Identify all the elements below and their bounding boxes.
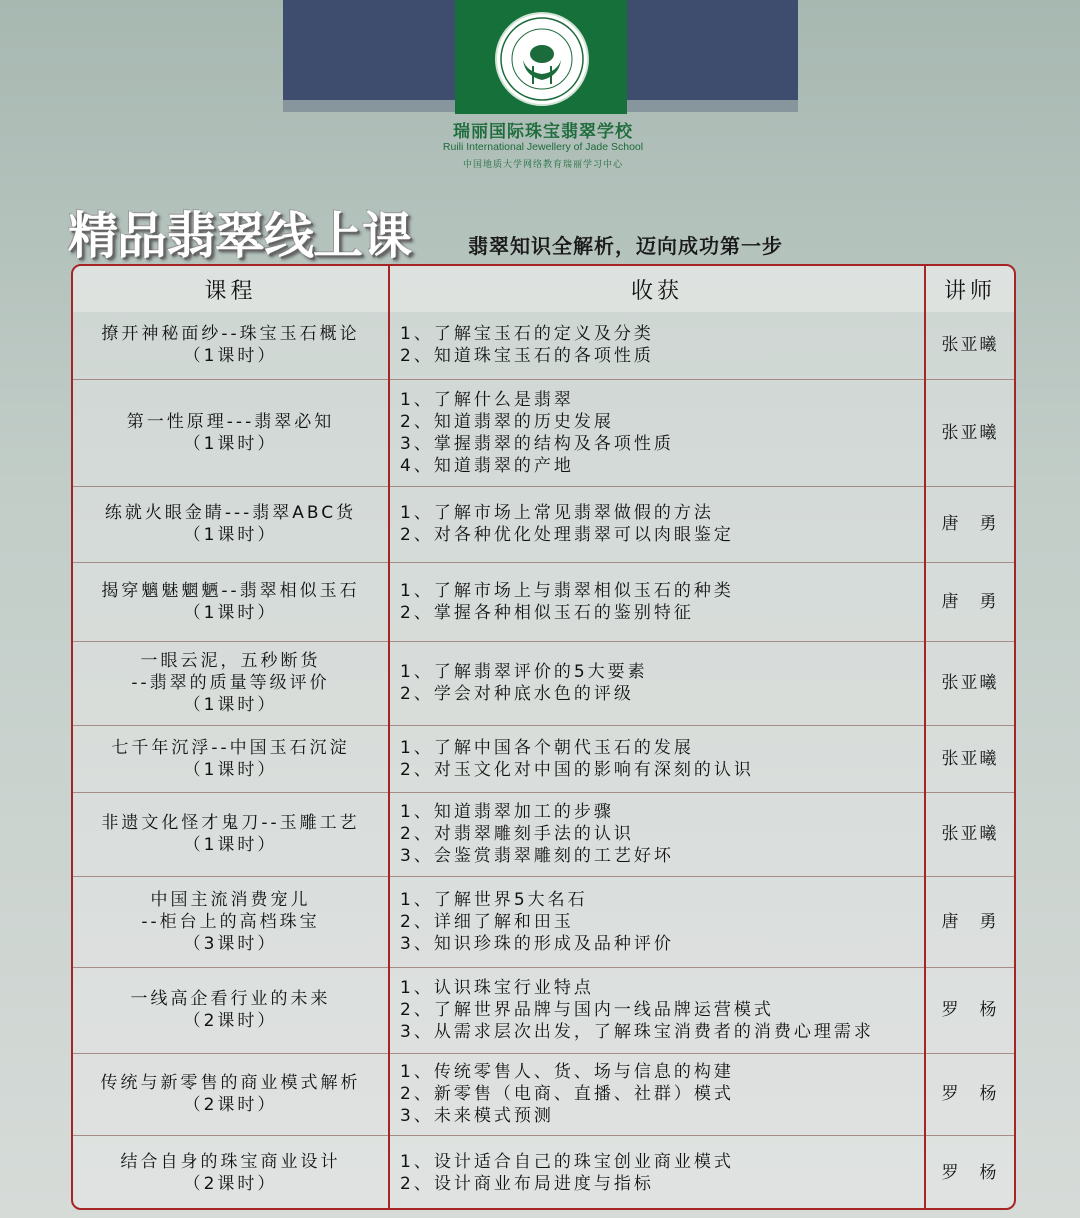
- header-band-left: [283, 0, 455, 100]
- gain-item: 3、从需求层次出发，了解珠宝消费者的消费心理需求: [400, 1022, 874, 1042]
- course-line: （1课时）: [183, 602, 278, 623]
- course-line: 非遗文化怪才鬼刀--玉雕工艺: [101, 813, 360, 833]
- course-cell: [73, 641, 389, 725]
- gain-item: 2、详细了解和田玉: [400, 911, 574, 932]
- course-line: （2课时）: [183, 1095, 278, 1115]
- course-line: （1课时）: [183, 695, 278, 715]
- table-row: [73, 1053, 1014, 1135]
- course-cell: [73, 725, 389, 792]
- table-row: [73, 312, 1014, 379]
- gain-item: 1、知道翡翠加工的步骤: [400, 802, 614, 822]
- gain-item: 2、新零售（电商、直播、社群）模式: [400, 1084, 734, 1104]
- gain-item: 2、知道珠宝玉石的各项性质: [400, 346, 654, 367]
- table-row: [73, 725, 1014, 792]
- gain-item: 3、会鉴赏翡翠雕刻的工艺好坏: [400, 846, 674, 866]
- gain-cell: [389, 1135, 925, 1210]
- gain-cell: [389, 312, 925, 379]
- course-cell: [73, 486, 389, 562]
- gain-item: 2、设计商业布局进度与指标: [400, 1174, 654, 1195]
- header-band-right: [626, 0, 798, 100]
- gain-cell: [389, 876, 925, 967]
- course-line: 第一性原理---翡翠必知: [126, 411, 335, 432]
- header-teacher: 讲师: [925, 266, 1014, 312]
- course-cell: [73, 876, 389, 967]
- gain-item: 1、了解翡翠评价的5大要素: [400, 662, 648, 682]
- teacher-cell: 罗 杨: [925, 1135, 1014, 1210]
- gain-cell: [389, 1053, 925, 1135]
- gain-item: 1、了解中国各个朝代玉石的发展: [400, 737, 694, 758]
- table-row: [73, 967, 1014, 1053]
- course-cell: [73, 1135, 389, 1210]
- gain-item: 3、掌握翡翠的结构及各项性质: [400, 433, 674, 454]
- course-line: 揭穿魑魅魍魉--翡翠相似玉石: [101, 580, 360, 601]
- table-row: [73, 562, 1014, 641]
- header-course: 课程: [73, 266, 389, 312]
- gain-item: 1、了解什么是翡翠: [400, 389, 574, 410]
- teacher-cell: 罗 杨: [925, 1053, 1014, 1135]
- gain-cell: [389, 379, 925, 486]
- course-line: （2课时）: [183, 1174, 278, 1195]
- course-cell: [73, 562, 389, 641]
- course-table-frame: [71, 264, 1016, 1210]
- gain-item: 2、了解世界品牌与国内一线品牌运营模式: [400, 1000, 774, 1020]
- course-cell: [73, 967, 389, 1053]
- course-table: [73, 266, 1014, 1210]
- course-line: 中国主流消费宠儿: [150, 889, 311, 910]
- gain-item: 2、对玉文化对中国的影响有深刻的认识: [400, 759, 754, 780]
- course-line: （1课时）: [183, 525, 278, 545]
- course-cell: [73, 312, 389, 379]
- gain-item: 3、知识珍珠的形成及品种评价: [400, 933, 674, 954]
- gain-item: 2、知道翡翠的历史发展: [400, 411, 614, 432]
- course-line: （1课时）: [183, 433, 278, 454]
- course-line: 传统与新零售的商业模式解析: [100, 1073, 361, 1093]
- course-line: 一线高企看行业的未来: [130, 989, 331, 1009]
- gain-item: 1、传统零售人、货、场与信息的构建: [400, 1062, 734, 1082]
- course-line: 七千年沉浮--中国玉石沉淀: [111, 737, 350, 758]
- school-name-en: Ruili International Jewellery of Jade School: [442, 141, 644, 153]
- table-row: [73, 379, 1014, 486]
- table-row: [73, 792, 1014, 876]
- course-line: （3课时）: [183, 933, 278, 954]
- table-header-row: [73, 266, 1014, 312]
- course-cell: [73, 792, 389, 876]
- course-line: （1课时）: [183, 835, 278, 855]
- page-title: 精品翡翠线上课: [68, 207, 411, 265]
- table-row: [73, 876, 1014, 967]
- course-line: --柜台上的高档珠宝: [141, 911, 320, 932]
- course-line: --翡翠的质量等级评价: [131, 673, 330, 693]
- gain-cell: [389, 562, 925, 641]
- gain-item: 1、设计适合自己的珠宝创业商业模式: [400, 1152, 734, 1173]
- gain-item: 1、了解世界5大名石: [400, 889, 588, 910]
- page-subtitle: 翡翠知识全解析，迈向成功第一步: [468, 234, 783, 258]
- course-line: （1课时）: [183, 759, 278, 780]
- gain-item: 2、学会对种底水色的评级: [400, 684, 634, 704]
- school-name-cn: 瑞丽国际珠宝翡翠学校: [453, 122, 633, 142]
- gain-item: 1、认识珠宝行业特点: [400, 978, 594, 998]
- gain-cell: [389, 792, 925, 876]
- gain-cell: [389, 486, 925, 562]
- teacher-cell: 张亚曦: [925, 641, 1014, 725]
- course-line: （1课时）: [183, 346, 278, 367]
- course-line: 一眼云泥，五秒断货: [140, 651, 321, 671]
- gain-item: 1、了解市场上常见翡翠做假的方法: [400, 503, 714, 523]
- teacher-cell: 张亚曦: [925, 312, 1014, 379]
- gain-item: 1、了解市场上与翡翠相似玉石的种类: [400, 580, 734, 601]
- course-cell: [73, 379, 389, 486]
- teacher-cell: 张亚曦: [925, 792, 1014, 876]
- course-cell: [73, 1053, 389, 1135]
- gain-item: 2、对翡翠雕刻手法的认识: [400, 824, 634, 844]
- gain-item: 1、了解宝玉石的定义及分类: [400, 324, 654, 345]
- teacher-cell: 唐 勇: [925, 486, 1014, 562]
- gain-cell: [389, 641, 925, 725]
- course-line: （2课时）: [183, 1011, 278, 1031]
- teacher-cell: 罗 杨: [925, 967, 1014, 1053]
- table-row: [73, 486, 1014, 562]
- teacher-cell: 张亚曦: [925, 725, 1014, 792]
- teacher-cell: 唐 勇: [925, 562, 1014, 641]
- teacher-cell: 张亚曦: [925, 379, 1014, 486]
- gain-cell: [389, 967, 925, 1053]
- gain-cell: [389, 725, 925, 792]
- school-subtitle: 中国地质大学网络教育瑞丽学习中心: [462, 160, 623, 170]
- gain-item: 2、对各种优化处理翡翠可以肉眼鉴定: [400, 525, 734, 545]
- header-gain: 收获: [389, 266, 925, 312]
- gain-item: 2、掌握各种相似玉石的鉴别特征: [400, 602, 694, 623]
- jade-hands-icon: [499, 16, 585, 102]
- course-line: 撩开神秘面纱--珠宝玉石概论: [101, 324, 360, 345]
- school-logo: [495, 12, 589, 106]
- course-line: 练就火眼金睛---翡翠ABC货: [104, 503, 357, 523]
- course-line: 结合自身的珠宝商业设计: [120, 1152, 341, 1173]
- gain-item: 3、未来模式预测: [400, 1106, 554, 1126]
- table-row: [73, 1135, 1014, 1210]
- teacher-cell: 唐 勇: [925, 876, 1014, 967]
- table-row: [73, 641, 1014, 725]
- logo-block: [455, 0, 627, 114]
- gain-item: 4、知道翡翠的产地: [400, 455, 574, 476]
